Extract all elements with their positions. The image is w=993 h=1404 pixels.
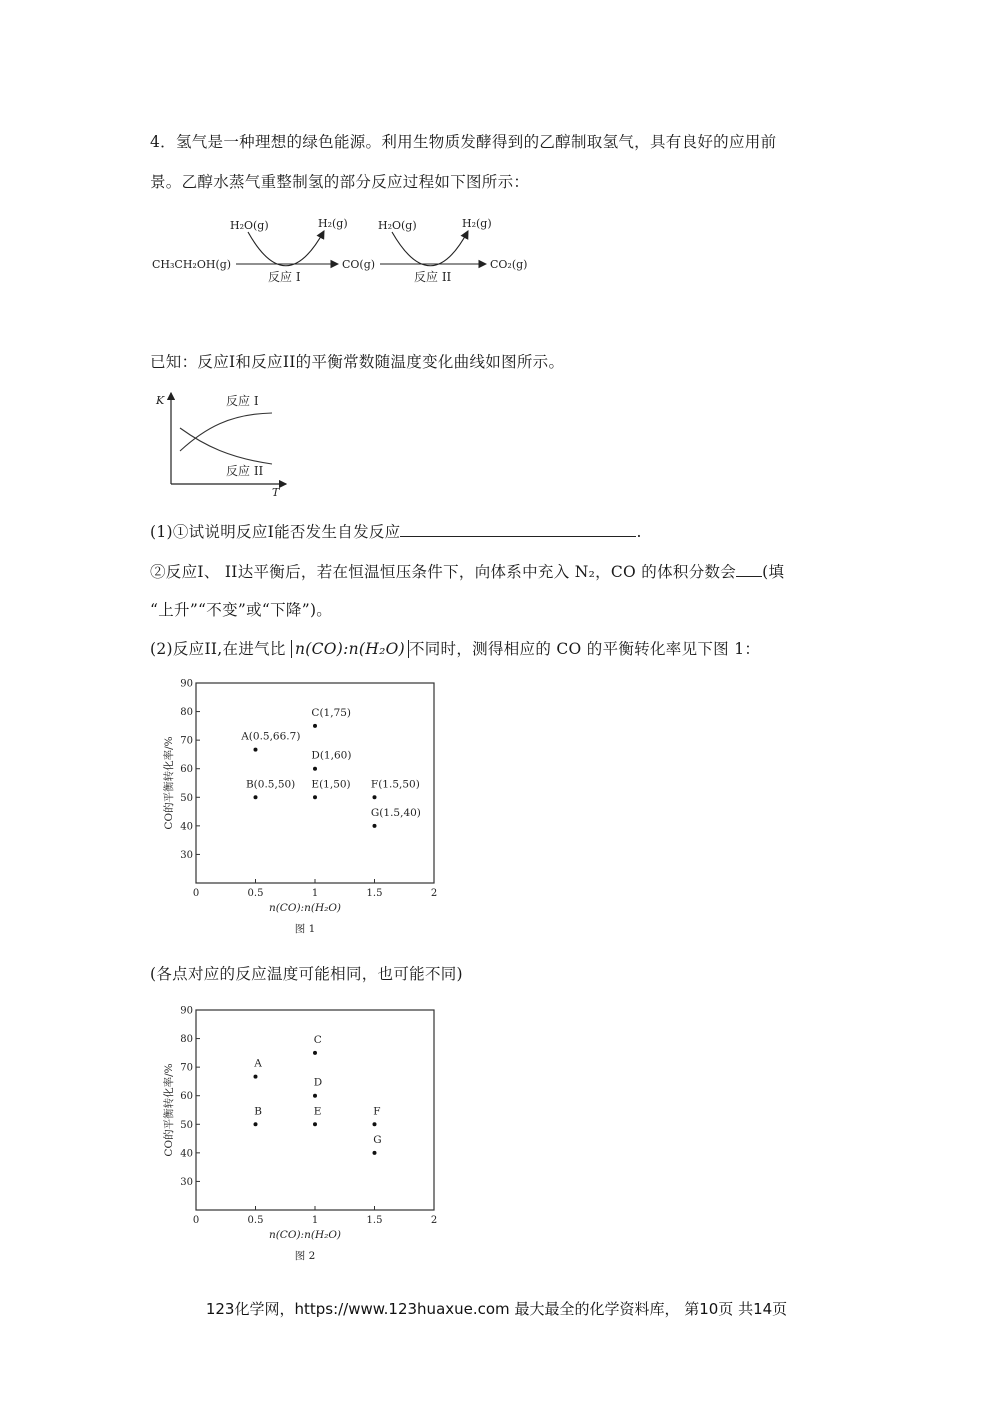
point-label-G: G(1.5,40) — [370, 806, 421, 819]
scheme-out2: H₂(g) — [462, 217, 492, 230]
point-label-B: B — [254, 1105, 263, 1118]
question-1a — [150, 520, 642, 542]
question-intro-line1: 4．氢气是一种理想的绿色能源。利用生物质发酵得到的乙醇制取氢气，具有良好的应用前 — [150, 133, 777, 151]
data-point-A — [254, 1075, 258, 1079]
known-statement: 已知：反应I和反应II的平衡常数随温度变化曲线如图所示。 — [150, 353, 565, 371]
x-tick-label: 2 — [430, 1215, 438, 1226]
k-vs-t-chart — [150, 388, 290, 500]
scheme-middle: CO(g) — [342, 258, 376, 271]
x-axis-label: n(CO):n(H₂O) — [268, 1229, 342, 1241]
data-point-D — [313, 1094, 317, 1098]
question-2-end: 不同时，测得相应的 CO 的平衡转化率见下图 1： — [408, 640, 761, 658]
y-tick-label: 90 — [180, 1005, 193, 1017]
x-tick-label: 1.5 — [366, 888, 383, 899]
y-tick-label: 60 — [180, 1091, 193, 1103]
y-tick-label: 30 — [180, 1176, 193, 1188]
curve-reaction-1 — [180, 413, 272, 451]
scheme-in1: H₂O(g) — [230, 219, 269, 232]
point-label-E: E — [313, 1105, 322, 1118]
scheme-label1: 反应 I — [268, 270, 301, 284]
x-tick-label: 1 — [311, 1215, 319, 1226]
y-tick-label: 60 — [180, 764, 193, 776]
scheme-product: CO₂(g) — [490, 258, 528, 271]
y-tick-label: 80 — [180, 1034, 193, 1046]
y-tick-label: 40 — [180, 1148, 193, 1160]
point-label-G: G — [373, 1133, 382, 1146]
point-label-E: E(1,50) — [311, 778, 351, 791]
data-point-E — [313, 1122, 317, 1126]
point-label-C: C — [313, 1033, 322, 1046]
y-tick-label: 50 — [180, 1119, 193, 1131]
point-label-F: F — [373, 1105, 381, 1118]
point-label-D: D(1,60) — [311, 749, 352, 762]
question-1b-end: (填 — [762, 563, 785, 581]
y-tick-label: 30 — [180, 849, 193, 861]
x-tick-label: 0 — [192, 1215, 200, 1226]
scheme-out1: H₂(g) — [318, 217, 348, 230]
chart-caption: 图 1 — [294, 923, 316, 935]
curve-label-2: 反应 II — [226, 464, 264, 478]
k-xlabel: T — [272, 486, 280, 499]
y-tick-label: 70 — [180, 735, 193, 747]
curve-reaction-2 — [180, 428, 272, 464]
data-point-E — [313, 795, 317, 799]
data-point-F — [373, 1122, 377, 1126]
y-tick-label: 50 — [180, 792, 193, 804]
x-axis-label: n(CO):n(H₂O) — [268, 902, 342, 914]
y-axis-label: CO的平衡转化率/% — [163, 1063, 175, 1157]
curved-arrow-2 — [392, 231, 468, 266]
x-tick-label: 1.5 — [366, 1215, 383, 1226]
k-ylabel: K — [156, 394, 165, 407]
answer-blank-1a[interactable] — [400, 522, 636, 537]
point-label-F: F(1.5,50) — [370, 778, 420, 791]
question-1b — [150, 560, 784, 582]
data-point-C — [313, 1051, 317, 1055]
point-label-D: D — [313, 1076, 323, 1089]
y-tick-label: 70 — [180, 1062, 193, 1074]
question-1b-text: ②反应I、 II达平衡后，若在恒温恒压条件下，向体系中充入 N₂，CO 的体积分数会 — [150, 563, 737, 581]
x-tick-label: 0.5 — [247, 888, 264, 899]
data-point-A — [254, 748, 258, 752]
data-point-F — [373, 795, 377, 799]
y-tick-label: 40 — [180, 821, 193, 833]
point-label-C: C(1,75) — [311, 706, 352, 719]
x-tick-label: 0 — [192, 888, 200, 899]
data-point-D — [313, 767, 317, 771]
data-point-C — [313, 724, 317, 728]
point-label-B: B(0.5,50) — [245, 778, 296, 791]
points-note: (各点对应的反应温度可能相同，也可能不同) — [150, 965, 463, 983]
scheme-reactant: CH₃CH₂OH(g) — [152, 258, 232, 271]
data-point-G — [373, 824, 377, 828]
x-tick-label: 0.5 — [247, 1215, 264, 1226]
y-tick-label: 80 — [180, 707, 193, 719]
reaction-scheme — [148, 205, 548, 295]
data-point-B — [254, 795, 258, 799]
question-2-text: (2)反应II,在进气比 — [150, 640, 286, 658]
feed-ratio-formula: n(CO):n(H₂O) — [291, 640, 409, 658]
question-2 — [150, 637, 760, 659]
question-1a-end: . — [636, 523, 642, 541]
scheme-in2: H₂O(g) — [378, 219, 417, 232]
scheme-label2: 反应 II — [414, 270, 452, 284]
data-point-B — [254, 1122, 258, 1126]
point-label-A: A — [254, 1057, 262, 1070]
scatter-chart-1 — [152, 675, 442, 943]
y-axis-label: CO的平衡转化率/% — [163, 736, 175, 830]
curve-label-1: 反应 I — [226, 394, 259, 408]
x-tick-label: 2 — [430, 888, 438, 899]
chart-caption: 图 2 — [294, 1250, 316, 1262]
curved-arrow-1 — [248, 231, 324, 266]
question-1a-text: (1)①试说明反应I能否发生自发反应 — [150, 523, 401, 541]
x-tick-label: 1 — [311, 888, 319, 899]
answer-blank-1b[interactable] — [736, 562, 762, 577]
data-point-G — [373, 1151, 377, 1155]
question-intro-line2: 景。乙醇水蒸气重整制氢的部分反应过程如下图所示： — [150, 173, 530, 191]
scatter-chart-2 — [152, 1002, 442, 1270]
y-tick-label: 90 — [180, 678, 193, 690]
question-1b-options: “上升”“不变”或“下降”)。 — [150, 601, 333, 619]
point-label-A: A(0.5,66.7) — [241, 730, 301, 743]
page-footer: 123化学网，https://www.123huaxue.com 最大最全的化学资料库， 第10页 共14页 — [205, 1300, 788, 1318]
